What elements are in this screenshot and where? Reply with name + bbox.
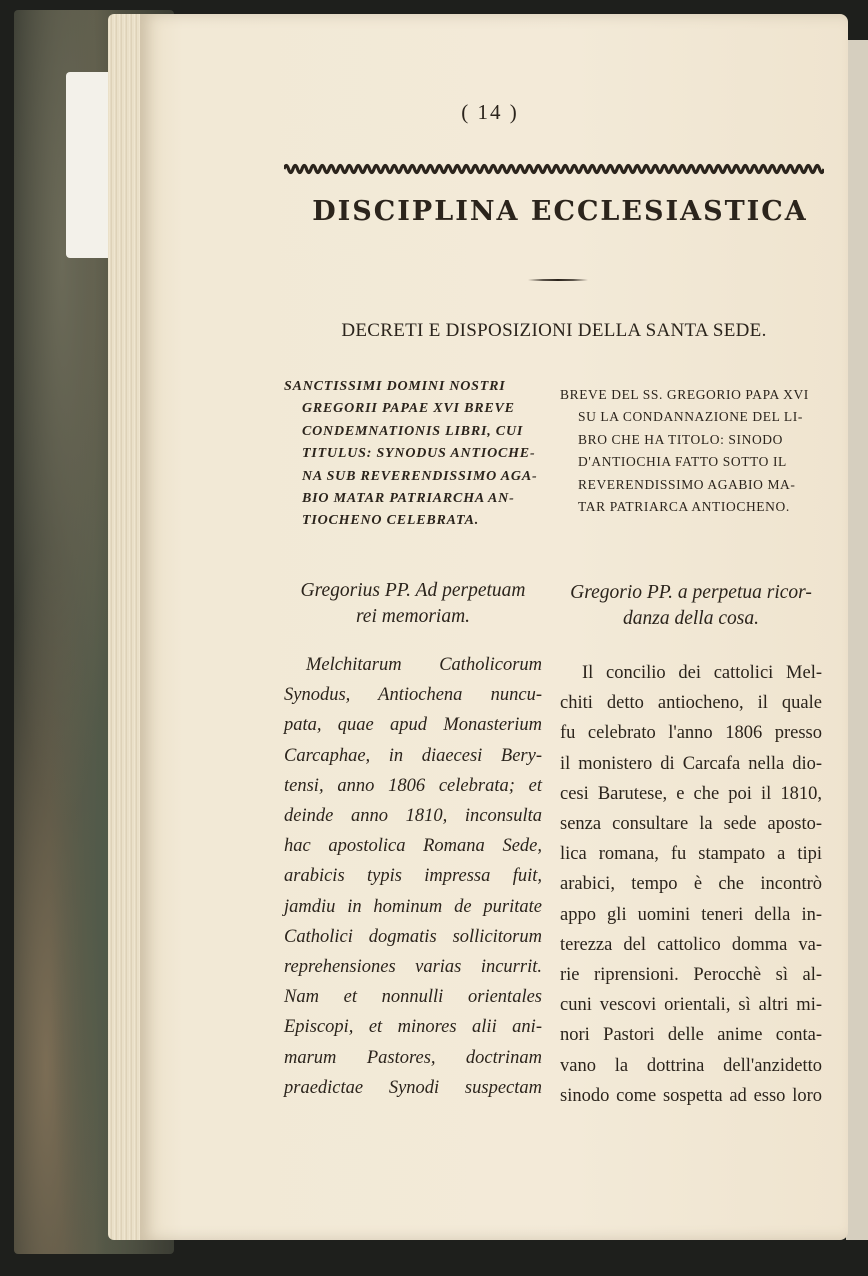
latin-heading — [284, 376, 542, 533]
section-title: DISCIPLINA ECCLESIASTICA — [312, 196, 808, 227]
italian-heading-line: BREVE DEL SS. GREGORIO PAPA XVI — [560, 387, 809, 402]
page-marker-tab — [66, 72, 112, 258]
latin-body-line: reprehensiones varias incurrit. — [284, 957, 542, 978]
italian-body-line: vano la dottrina dell'anzidetto — [560, 1055, 822, 1076]
latin-heading-line: TITULUS: SYNODUS ANTIOCHE- — [302, 446, 536, 462]
italian-address — [560, 580, 822, 632]
latin-address-line: Gregorius PP. Ad perpetuam — [300, 580, 526, 601]
latin-body-line: Catholici dogmatis sollicitorum — [284, 926, 542, 947]
italian-body-line: senza consultare la sede aposto- — [560, 814, 822, 835]
latin-body-line: jamdiu in hominum de puritate — [284, 896, 542, 917]
latin-body-line: marum Pastores, doctrinam — [284, 1047, 542, 1068]
italian-body-line: terezza del cattolico domma va- — [560, 934, 822, 955]
latin-body-line: praedictae Synodi suspectam — [284, 1077, 542, 1098]
adjacent-page-edge — [846, 40, 868, 1240]
latin-heading-line: BIO MATAR PATRIARCHA AN- — [302, 491, 515, 507]
italian-body-line: appo gli uomini teneri della in- — [560, 904, 822, 925]
italian-body-line: arabici, tempo è che incontrò — [560, 874, 822, 895]
italian-body-line: sinodo come sospetta ad esso loro — [560, 1085, 822, 1106]
italian-heading — [560, 384, 822, 518]
italian-body-line: rie riprensioni. Perocchè sì al- — [560, 965, 822, 986]
latin-body-line: Episcopi, et minores alii ani- — [284, 1017, 542, 1038]
latin-body-line: arabicis typis impressa fuit, — [284, 866, 542, 887]
latin-body — [284, 650, 542, 1103]
italian-body-line: il monistero di Carcafa nella dio- — [560, 753, 822, 774]
latin-heading-line: CONDEMNATIONIS LIBRI, CUI — [302, 423, 524, 439]
italian-heading-line: SU LA CONDANNAZIONE DEL LI- — [578, 409, 803, 425]
latin-body-line: hac apostolica Romana Sede, — [284, 836, 542, 857]
latin-body-line: Synodus, Antiochena nuncu- — [284, 685, 542, 706]
latin-body-line: Melchitarum Catholicorum — [306, 655, 542, 675]
latin-body-line: Nam et nonnulli orientales — [284, 987, 542, 1008]
italian-body-line: cesi Barutese, e che poi il 1810, — [560, 783, 822, 804]
italian-body-line: lica romana, fu stampato a tipi — [560, 844, 822, 865]
italian-body — [560, 658, 822, 1111]
latin-address-line: rei memoriam. — [355, 606, 471, 627]
latin-heading-line: TIOCHENO CELEBRATA. — [302, 513, 480, 529]
italian-body-line: cuni vescovi orientali, sì altri mi- — [560, 995, 822, 1016]
latin-heading-line: SANCTISSIMI DOMINI NOSTRI — [284, 379, 506, 394]
italian-heading-line: REVERENDISSIMO AGABIO MA- — [578, 476, 796, 492]
latin-body-line: deinde anno 1810, inconsulta — [284, 806, 542, 827]
latin-heading-line: NA SUB REVERENDISSIMO AGA- — [302, 468, 538, 484]
italian-address-line: danza della cosa. — [623, 608, 759, 629]
subtitle: DECRETI E DISPOSIZIONI DELLA SANTA SEDE. — [341, 320, 767, 341]
italian-heading-line: D'ANTIOCHIA FATTO SOTTO IL — [578, 454, 787, 470]
italian-body-line: Il concilio dei cattolici Mel- — [582, 663, 822, 683]
latin-address — [284, 578, 542, 630]
italian-heading-line: TAR PATRIARCA ANTIOCHENO. — [578, 499, 790, 515]
italian-body-line: fu celebrato l'anno 1806 presso — [560, 723, 822, 744]
page-number: ( 14 ) — [461, 100, 519, 124]
latin-body-line: pata, quae apud Monasterium — [284, 715, 542, 736]
italian-body-line: chiti detto antiocheno, il quale — [560, 693, 822, 714]
latin-heading-line: GREGORII PAPAE XVI BREVE — [302, 401, 515, 417]
wave-ornament — [284, 160, 824, 178]
title-rule — [528, 278, 588, 282]
latin-body-line: tensi, anno 1806 celebrata; et — [284, 775, 542, 796]
latin-body-line: Carcaphae, in diaecesi Bery- — [284, 745, 542, 766]
italian-address-line: Gregorio PP. a perpetua ricor- — [570, 582, 812, 603]
italian-heading-line: BRO CHE HA TITOLO: SINODO — [578, 431, 784, 447]
italian-body-line: nori Pastori delle anime conta- — [560, 1025, 822, 1046]
